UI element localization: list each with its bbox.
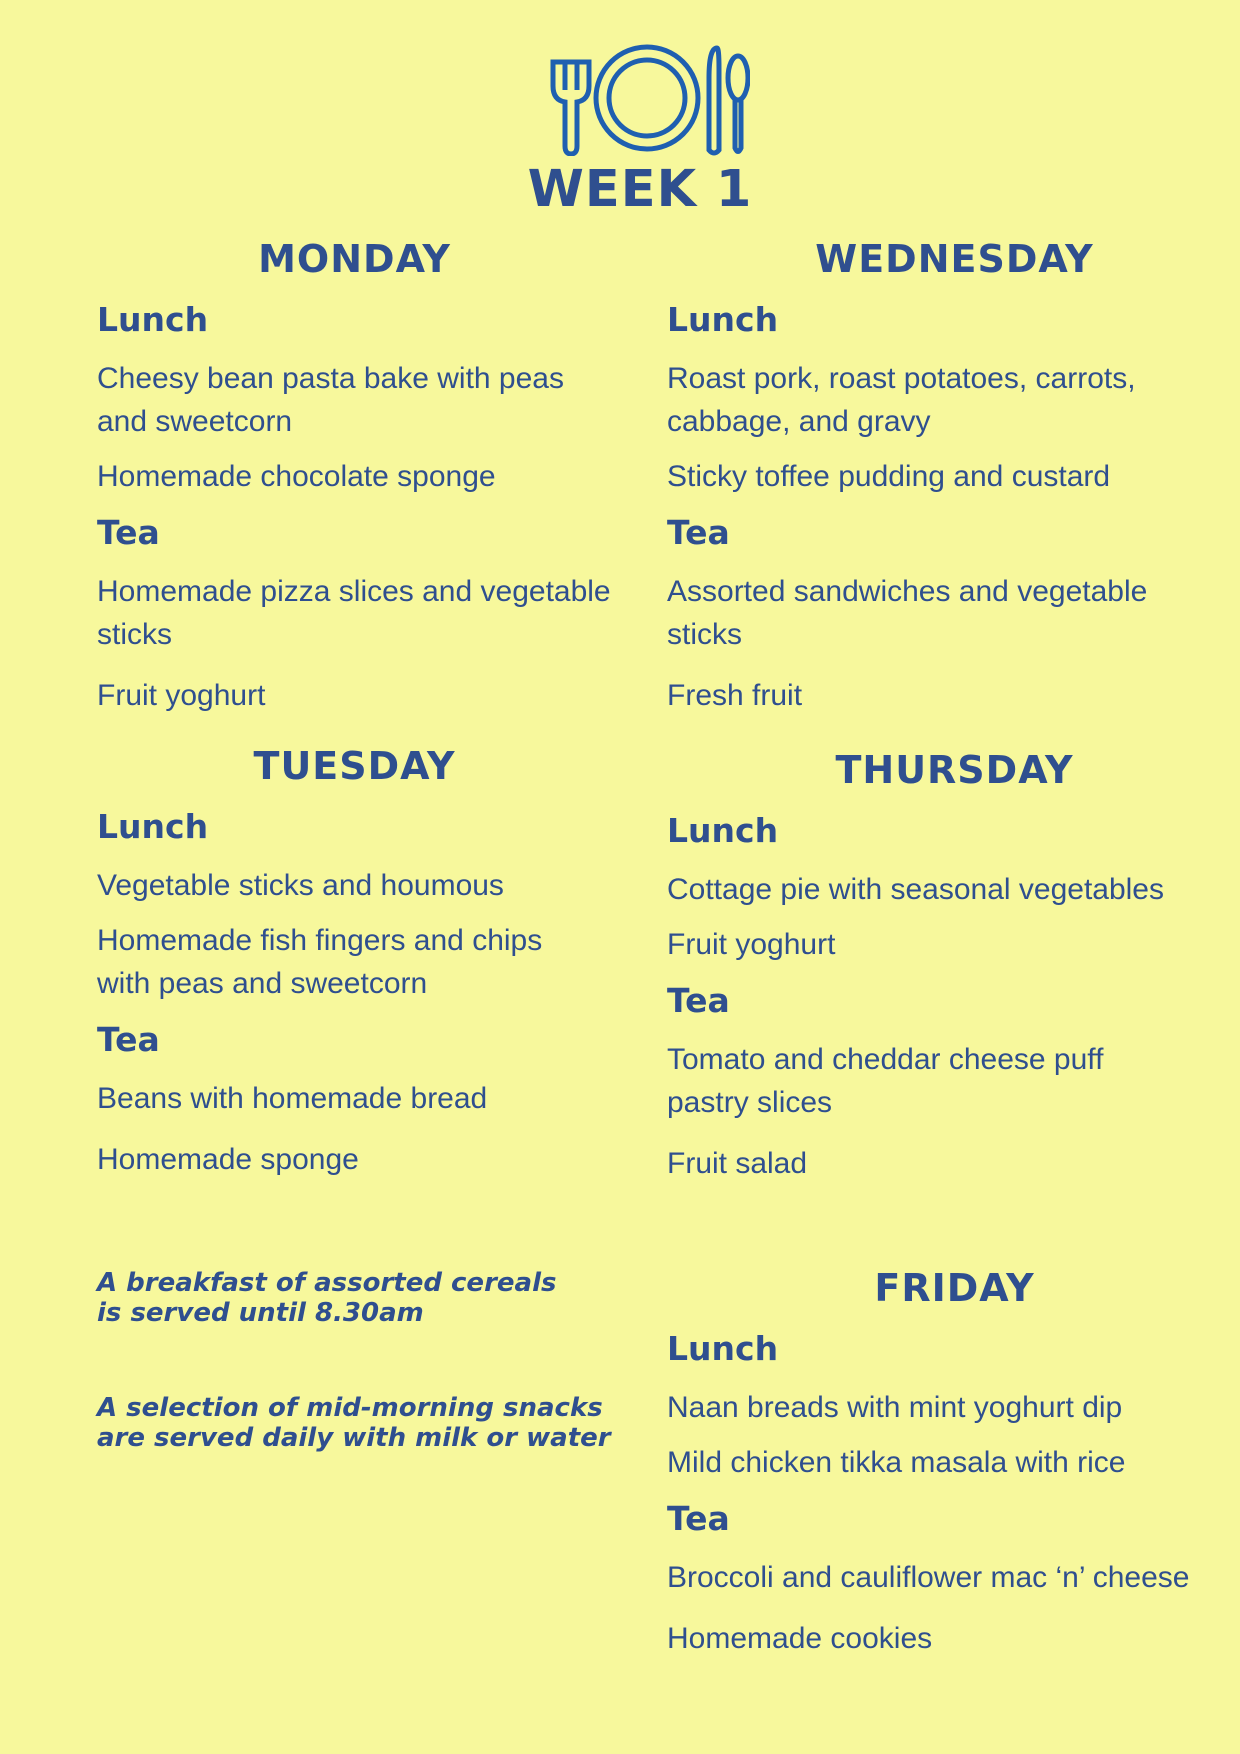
meal-heading-lunch: Lunch xyxy=(667,1329,779,1368)
menu-item: Vegetable sticks and houmous xyxy=(97,869,504,902)
menu-item: Homemade pizza slices and vegetable sticks xyxy=(97,575,611,651)
menu-item: Broccoli and cauliflower mac ‘n’ cheese xyxy=(667,1561,1190,1594)
menu-item: Homemade sponge xyxy=(97,1143,359,1176)
day-monday xyxy=(0,233,620,717)
menu-item: Fruit salad xyxy=(667,1147,808,1180)
plate-cutlery-icon xyxy=(545,38,750,156)
menu-item: Naan breads with mint yoghurt dip xyxy=(667,1391,1123,1424)
day-title: THURSDAY xyxy=(835,748,1074,792)
day-thursday xyxy=(570,744,1240,1185)
menu-item: Mild chicken tikka masala with rice xyxy=(667,1446,1126,1479)
meal-heading-lunch: Lunch xyxy=(667,300,779,339)
meal-heading-tea: Tea xyxy=(97,513,160,552)
menu-item: Fresh fruit xyxy=(667,679,803,712)
day-title: FRIDAY xyxy=(874,1266,1035,1310)
menu-item: Fruit yoghurt xyxy=(97,679,266,712)
menu-item: Roast pork, roast potatoes, carrots, cabbage, and gravy xyxy=(667,362,1136,438)
day-title: TUESDAY xyxy=(253,744,456,788)
meal-heading-tea: Tea xyxy=(667,1499,730,1538)
meal-heading-tea: Tea xyxy=(667,981,730,1020)
menu-item: Cottage pie with seasonal vegetables xyxy=(667,873,1164,906)
day-title: MONDAY xyxy=(258,237,451,281)
menu-item: Homemade chocolate sponge xyxy=(97,460,496,493)
menu-item: Homemade cookies xyxy=(667,1622,933,1655)
menu-item: Sticky toffee pudding and custard xyxy=(667,460,1111,493)
menu-item: Tomato and cheddar cheese puff pastry slices xyxy=(667,1043,1104,1119)
breakfast-note: A breakfast of assorted cereals is served until 8.30am xyxy=(97,1268,557,1328)
meal-heading-tea: Tea xyxy=(97,1020,160,1059)
meal-heading-lunch: Lunch xyxy=(97,300,209,339)
menu-item: Cheesy bean pasta bake with peas and sweetcorn xyxy=(97,362,564,438)
day-tuesday xyxy=(0,740,620,1181)
menu-item: Beans with homemade bread xyxy=(97,1082,488,1115)
day-title: WEDNESDAY xyxy=(815,237,1094,281)
snacks-note: A selection of mid-morning snacks are served daily with milk or water xyxy=(97,1393,611,1453)
menu-item: Homemade fish fingers and chips with peas and sweetcorn xyxy=(97,924,543,1000)
menu-item: Fruit yoghurt xyxy=(667,928,836,961)
day-wednesday xyxy=(570,233,1240,717)
meal-heading-lunch: Lunch xyxy=(667,811,779,850)
menu-item: Assorted sandwiches and vegetable sticks xyxy=(667,575,1148,651)
meal-heading-tea: Tea xyxy=(667,513,730,552)
page-title: WEEK 1 xyxy=(527,160,753,219)
meal-heading-lunch: Lunch xyxy=(97,807,209,846)
day-friday xyxy=(570,1262,1240,1660)
